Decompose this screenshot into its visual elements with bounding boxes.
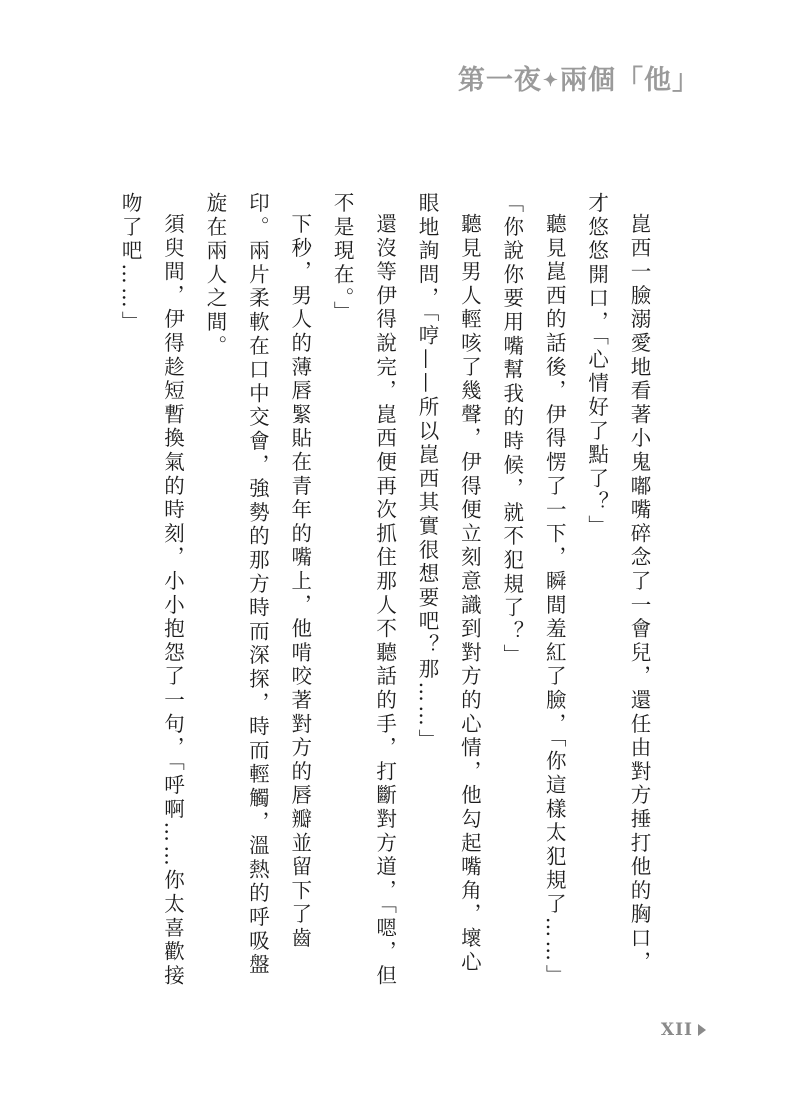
page-number-label: XII (660, 1020, 693, 1040)
paragraph-5: 還沒等伊得說完，崑西便再次抓住那人不聽話的手，打斷對方道，「嗯，但不是現在。」 (330, 192, 397, 988)
paragraph-1: 崑西一臉溺愛地看著小鬼嘟嘴碎念了一會兒，還任由對方捶打他的胸口，才悠悠開口，「心情好了點了？」 (584, 192, 651, 975)
chapter-title: 兩個「他」 (560, 65, 700, 96)
chapter-label: 第一夜 (457, 65, 542, 96)
page-number (661, 1020, 706, 1040)
paragraph-3: 「你說你要用嘴幫我的時候，就不犯規了？」 (499, 192, 524, 668)
paragraph-4: 聽見男人輕咳了幾聲，伊得便立刻意識到對方的心情，他勾起嘴角，壞心眼地詢問，「哼——所以崑西其實很想要吧？那……」 (414, 192, 482, 975)
paragraph-7: 須臾間，伊得趁短暫換氣的時刻，小小抱怨了一句，「呼啊……你太喜歡接吻了吧……」 (118, 192, 185, 988)
chapter-header (458, 58, 700, 97)
page-body (109, 192, 660, 992)
triangle-right-icon (698, 1024, 706, 1036)
paragraph-2: 聽見崑西的話後，伊得愣了一下，瞬間羞紅了臉，「你這樣太犯規了……」 (542, 212, 567, 988)
star-separator-icon: ✦ (542, 70, 559, 91)
paragraph-6: 下秒，男人的薄唇緊貼在青年的嘴上，他啃咬著對方的唇瓣並留下了齒印。兩片柔軟在口中交會，強勢的那方時而深探，時而輕觸，溫熱的呼吸盤旋在兩人之間。 (202, 192, 312, 978)
